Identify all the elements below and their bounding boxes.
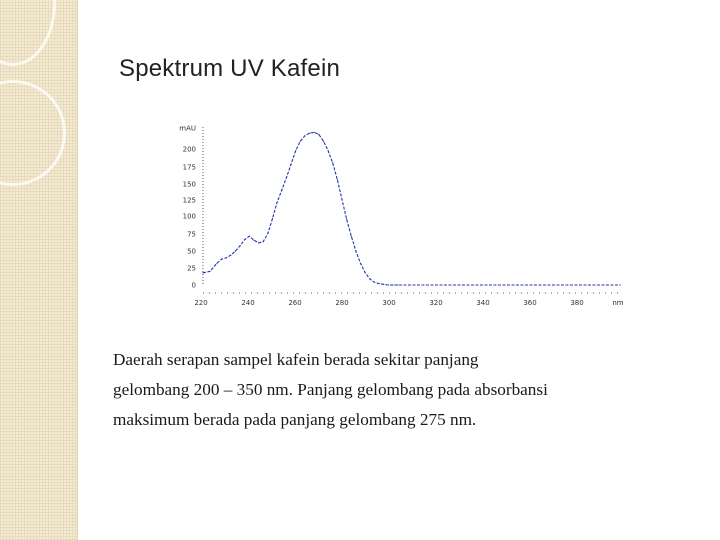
data-point — [392, 284, 393, 285]
data-point — [388, 284, 389, 285]
data-point — [355, 251, 356, 252]
data-point — [346, 219, 347, 220]
description-paragraph — [113, 345, 633, 435]
chart-ticks — [179, 125, 624, 308]
x-tick-label: 320 — [429, 299, 443, 307]
data-point — [318, 134, 319, 135]
data-point — [379, 283, 380, 284]
data-point — [323, 141, 324, 142]
data-point — [300, 141, 301, 142]
y-tick-label: 200 — [182, 145, 196, 154]
data-point — [258, 242, 259, 243]
data-point — [230, 255, 231, 256]
data-point — [341, 199, 342, 200]
data-point — [286, 177, 287, 178]
data-point — [267, 233, 268, 234]
x-tick-label: 380 — [570, 299, 584, 307]
y-tick-label: 175 — [182, 163, 196, 172]
y-tick-label: 0 — [191, 281, 196, 290]
paragraph-line-3: maksimum berada pada panjang gelombang 275 nm. — [113, 410, 477, 429]
data-point — [249, 236, 250, 237]
data-point — [304, 135, 305, 136]
data-point — [309, 133, 310, 134]
y-tick-label: mAU — [179, 124, 196, 133]
y-tick-label: 75 — [187, 230, 196, 239]
data-point — [369, 278, 370, 279]
y-tick-label: 100 — [182, 212, 196, 221]
data-point — [328, 150, 329, 151]
data-point — [374, 282, 375, 283]
x-tick-label: 360 — [523, 299, 537, 307]
data-point — [619, 284, 620, 285]
data-point — [277, 202, 278, 203]
data-point — [226, 257, 227, 258]
y-tick-label: 25 — [187, 264, 196, 273]
data-point — [337, 179, 338, 180]
x-tick-label: nm — [612, 299, 624, 307]
data-point — [216, 263, 217, 264]
data-point — [240, 245, 241, 246]
data-point — [272, 218, 273, 219]
data-point — [295, 150, 296, 151]
x-tick-label: 300 — [382, 299, 396, 307]
data-point — [263, 241, 264, 242]
paragraph-line-1: Daerah serapan sampel kafein berada sekitar panjang — [113, 350, 479, 369]
data-point — [351, 236, 352, 237]
series-line — [203, 132, 620, 285]
slide-title: Spektrum UV Kafein — [119, 55, 341, 82]
data-point — [209, 271, 210, 272]
data-point — [314, 132, 315, 133]
data-point — [244, 239, 245, 240]
data-point — [383, 284, 384, 285]
data-point — [235, 251, 236, 252]
data-point — [281, 189, 282, 190]
x-tick-label: 220 — [194, 299, 208, 307]
y-tick-label: 150 — [182, 180, 196, 189]
data-point — [332, 162, 333, 163]
x-tick-label: 240 — [241, 299, 255, 307]
data-point — [290, 164, 291, 165]
data-point — [253, 240, 254, 241]
y-tick-label: 125 — [182, 196, 196, 205]
data-point — [202, 272, 203, 273]
chart-axes — [203, 127, 622, 293]
paragraph-line-2: gelombang 200 – 350 nm. Panjang gelombang pada absorbansi — [113, 380, 548, 399]
data-point — [360, 263, 361, 264]
data-point — [365, 272, 366, 273]
y-tick-label: 50 — [187, 247, 196, 256]
chart-series — [202, 132, 620, 286]
data-point — [397, 284, 398, 285]
data-point — [221, 259, 222, 260]
x-tick-label: 280 — [335, 299, 349, 307]
x-tick-label: 340 — [476, 299, 490, 307]
x-tick-label: 260 — [288, 299, 302, 307]
